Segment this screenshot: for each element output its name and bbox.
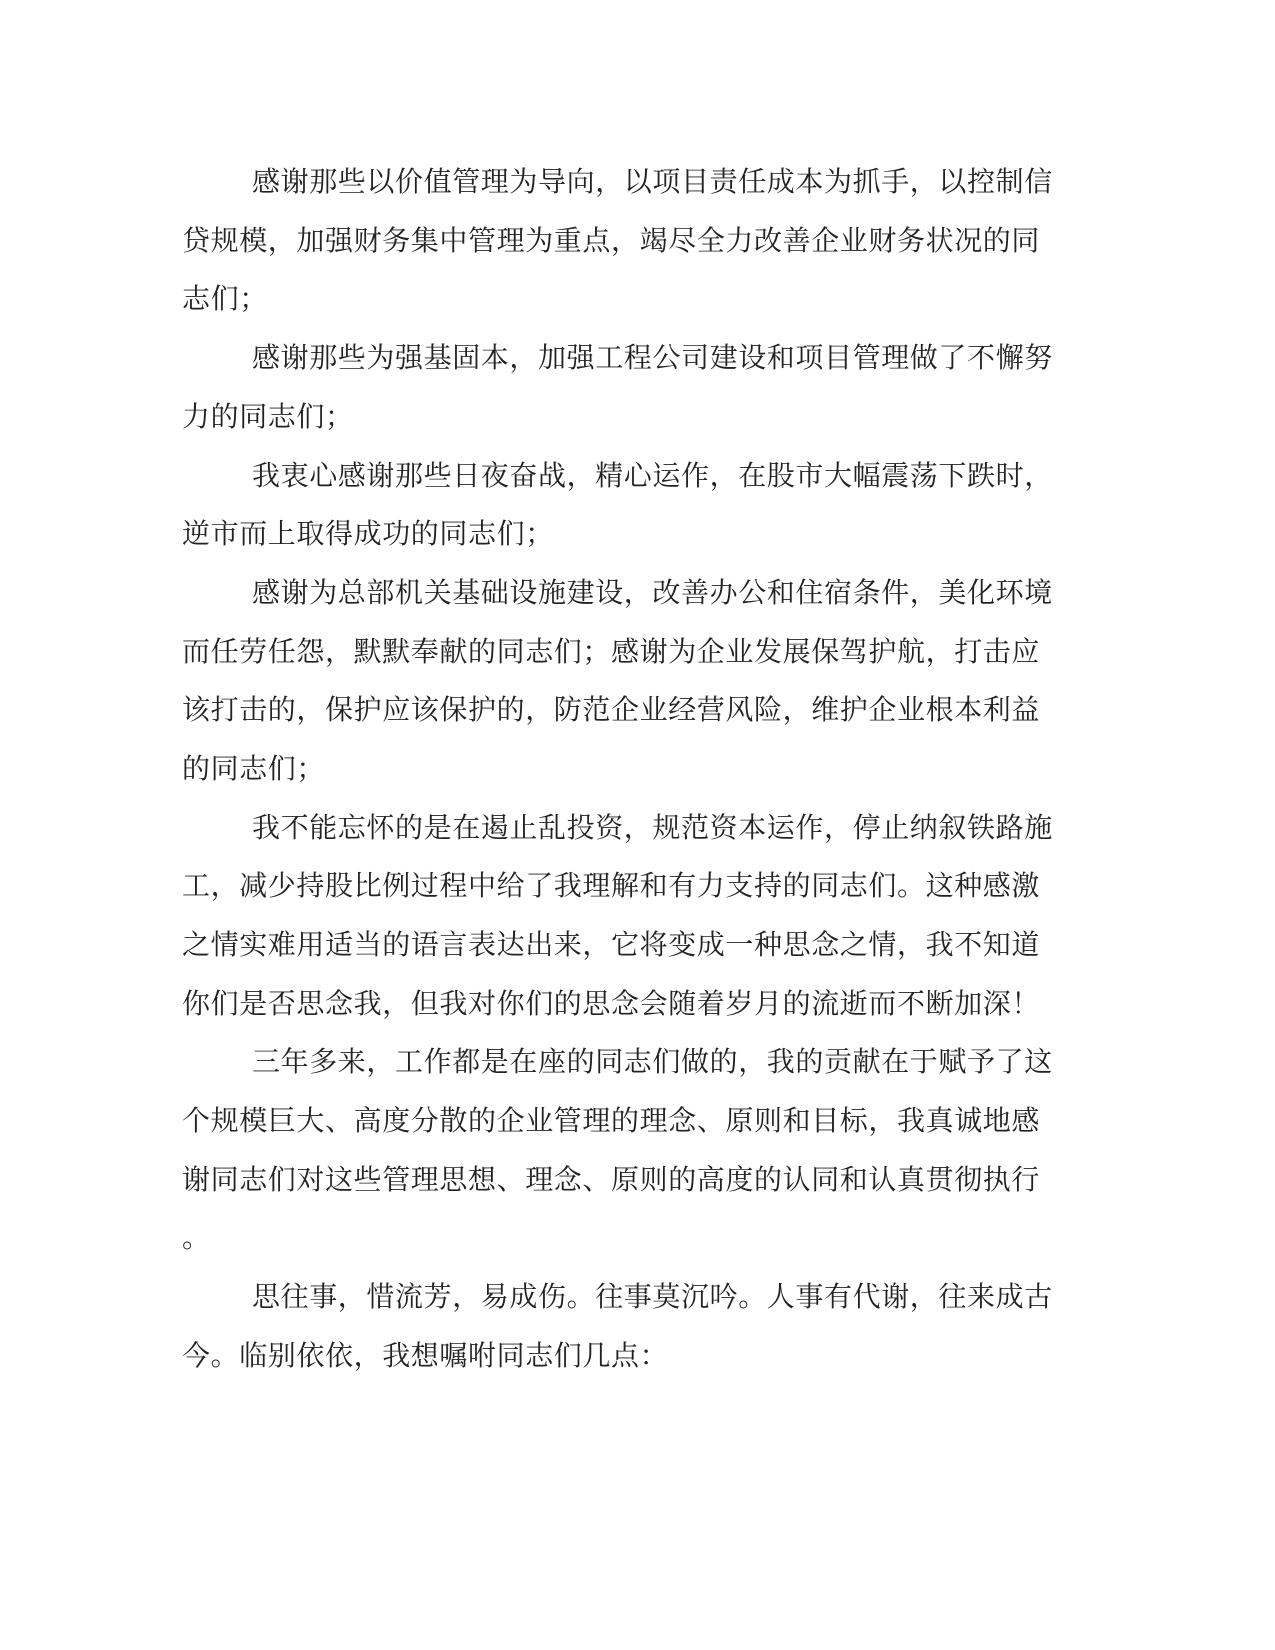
paragraph-2-line-2: 力的同志们；	[182, 400, 354, 433]
paragraph-7-line-2: 今。临别依依，我想嘱咐同志们几点：	[182, 1339, 669, 1372]
paragraph-1-line-3: 志们；	[182, 282, 268, 315]
paragraph-3-line-2: 逆市而上取得成功的同志们；	[182, 517, 554, 550]
paragraph-5-line-2: 工，减少持股比例过程中给了我理解和有力支持的同志们。这种感激	[182, 869, 1041, 902]
paragraph-4-line-1: 感谢为总部机关基础设施建设，改善办公和住宿条件，美化环境	[252, 576, 1053, 609]
paragraph-1-line-2: 贷规模，加强财务集中管理为重点，竭尽全力改善企业财务状况的同	[182, 224, 1041, 257]
paragraph-3-line-1: 我衷心感谢那些日夜奋战，精心运作，在股市大幅震荡下跌时，	[252, 459, 1053, 492]
paragraph-6-line-3: 谢同志们对这些管理思想、理念、原则的高度的认同和认真贯彻执行	[182, 1163, 1041, 1196]
paragraph-6-line-2: 个规模巨大、高度分散的企业管理的理念、原则和目标，我真诚地感	[182, 1104, 1041, 1137]
paragraph-4-line-2: 而任劳任怨，默默奉献的同志们；感谢为企业发展保驾护航，打击应	[182, 635, 1041, 668]
paragraph-1-line-1: 感谢那些以价值管理为导向，以项目责任成本为抓手，以控制信	[252, 165, 1053, 198]
paragraph-4-line-4: 的同志们；	[182, 752, 326, 785]
paragraph-5-line-3: 之情实难用适当的语言表达出来，它将变成一种思念之情，我不知道	[182, 928, 1041, 961]
paragraph-2-line-1: 感谢那些为强基固本，加强工程公司建设和项目管理做了不懈努	[252, 341, 1053, 374]
paragraph-5-line-4: 你们是否思念我，但我对你们的思念会随着岁月的流逝而不断加深！	[182, 987, 1041, 1020]
paragraph-6-line-1: 三年多来，工作都是在座的同志们做的，我的贡献在于赋予了这	[252, 1045, 1053, 1078]
paragraph-4-line-3: 该打击的，保护应该保护的，防范企业经营风险，维护企业根本利益	[182, 693, 1041, 726]
paragraph-5-line-1: 我不能忘怀的是在遏止乱投资，规范资本运作，停止纳叙铁路施	[252, 811, 1053, 844]
paragraph-6-line-4: 。	[182, 1221, 211, 1254]
paragraph-7-line-1: 思往事，惜流芳，易成伤。往事莫沉吟。人事有代谢，往来成古	[252, 1280, 1053, 1313]
